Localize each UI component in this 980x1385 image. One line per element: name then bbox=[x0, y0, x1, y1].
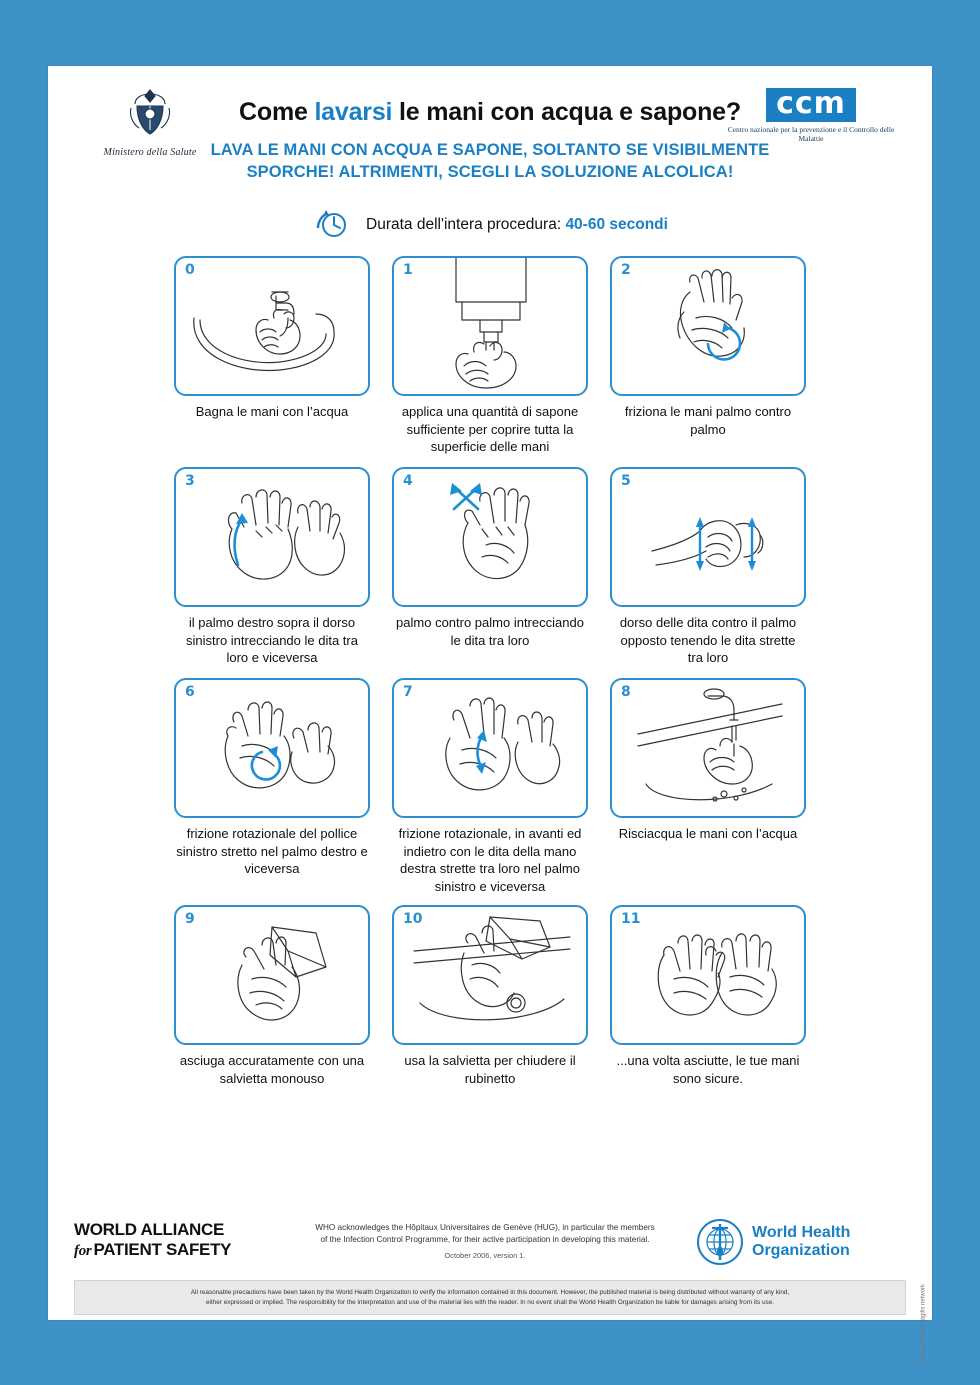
step-caption-11: ...una volta asciutte, le tue mani sono sicure. bbox=[616, 1053, 800, 1086]
step-caption-9: asciuga accuratamente con una salvietta monouso bbox=[179, 1053, 365, 1086]
step-illustration-4 bbox=[392, 467, 588, 607]
alliance-for: for bbox=[74, 1243, 92, 1259]
who-text bbox=[752, 1224, 850, 1259]
step-illustration-10 bbox=[392, 905, 588, 1045]
step-card-9 bbox=[174, 905, 370, 1096]
step-illustration-11 bbox=[610, 905, 806, 1045]
close-tap-with-towel-icon bbox=[394, 907, 588, 1045]
step-card-3 bbox=[174, 467, 370, 672]
disclaimer-line-2: either expressed or implied. The responsibility for the interpretation and use of the material lies with the reader. In no event shall the World Health Organization be liable for damages arising from its use. bbox=[205, 1298, 775, 1306]
step-caption-8: Risciacqua le mani con l’acqua bbox=[618, 826, 798, 841]
clock-icon bbox=[312, 208, 356, 242]
ack-line-1: WHO acknowledges the Hôpitaux Universitaires de Genève (HUG), in particular the members bbox=[315, 1223, 655, 1232]
step-card-1 bbox=[392, 256, 588, 461]
clean-hands-icon bbox=[612, 907, 806, 1045]
rinse-hands-icon bbox=[612, 680, 806, 818]
backs-of-fingers-icon bbox=[612, 469, 806, 607]
steps-row-1 bbox=[70, 256, 910, 461]
duration-value: 40-60 secondi bbox=[565, 216, 668, 233]
ccm-subtitle: Centro nazionale per la prevenzione e il Controllo delle Malattie bbox=[727, 125, 895, 144]
poster-header bbox=[48, 66, 932, 194]
step-illustration-5 bbox=[610, 467, 806, 607]
step-number-11: 11 bbox=[621, 911, 641, 927]
step-caption-5: dorso delle dita contro il palmo opposto tenendo le dita strette tra loro bbox=[619, 615, 797, 666]
step-caption-0: Bagna le mani con l’acqua bbox=[195, 404, 349, 419]
subtitle-line-1: LAVA LE MANI CON ACQUA E SAPONE, SOLTANTO SE VISIBILMENTE bbox=[210, 141, 770, 159]
step-number-1: 1 bbox=[403, 262, 413, 278]
ack-date: October 2006, version 1. bbox=[444, 1250, 526, 1260]
soap-dispenser-icon bbox=[394, 258, 588, 396]
step-illustration-8 bbox=[610, 678, 806, 818]
world-alliance-logo bbox=[74, 1208, 274, 1260]
step-caption-2: friziona le mani palmo contro palmo bbox=[624, 404, 792, 437]
step-illustration-1 bbox=[392, 256, 588, 396]
step-illustration-6 bbox=[174, 678, 370, 818]
title-part-2: le mani con acqua e sapone? bbox=[392, 98, 741, 126]
step-illustration-7 bbox=[392, 678, 588, 818]
who-logo bbox=[696, 1208, 906, 1266]
alliance-line-2-row bbox=[74, 1240, 274, 1260]
step-caption-7: frizione rotazionale, in avanti ed indietro con le dita della mano destra strette tra loro nel palmo sinistro e viceversa bbox=[398, 826, 582, 894]
step-number-4: 4 bbox=[403, 473, 413, 489]
step-card-4 bbox=[392, 467, 588, 672]
hands-under-tap-icon bbox=[176, 258, 370, 396]
step-card-0 bbox=[174, 256, 370, 461]
footer-top bbox=[74, 1208, 906, 1278]
subtitle-line-2: SPORCHE! ALTRIMENTI, SCEGLI LA SOLUZIONE ALCOLICA! bbox=[246, 163, 734, 182]
ccm-logo bbox=[726, 88, 896, 144]
who-emblem-icon bbox=[696, 1218, 744, 1266]
step-number-6: 6 bbox=[185, 684, 195, 700]
who-line-2: Organization bbox=[752, 1242, 850, 1259]
step-illustration-9 bbox=[174, 905, 370, 1045]
duration-label: Durata dell'intera procedura: bbox=[366, 216, 566, 233]
ack-line-2: of the Infection Control Programme, for their active participation in developing this material. bbox=[320, 1234, 650, 1244]
ccm-mark: ccm bbox=[766, 88, 856, 122]
ministry-caption: Ministero della Salute bbox=[103, 147, 197, 158]
duration-row bbox=[48, 208, 932, 242]
duration-text bbox=[366, 216, 668, 234]
step-number-7: 7 bbox=[403, 684, 413, 700]
acknowledgement bbox=[274, 1208, 696, 1262]
interlaced-fingers-backs-icon bbox=[176, 469, 370, 607]
steps-row-4 bbox=[70, 905, 910, 1096]
design-credit: Design: mondofragilis network bbox=[920, 1284, 926, 1365]
step-caption-3: il palmo destro sopra il dorso sinistro intrecciando le dita tra loro e viceversa bbox=[186, 615, 358, 666]
step-card-6 bbox=[174, 678, 370, 899]
alliance-line-1: WORLD ALLIANCE bbox=[74, 1220, 225, 1239]
step-card-2 bbox=[610, 256, 806, 461]
steps-row-2 bbox=[70, 467, 910, 672]
fingertips-rotation-icon bbox=[394, 680, 588, 818]
step-number-3: 3 bbox=[185, 473, 195, 489]
step-illustration-2 bbox=[610, 256, 806, 396]
ministry-of-health-logo bbox=[90, 86, 210, 158]
thumb-rotation-icon bbox=[176, 680, 370, 818]
step-number-8: 8 bbox=[621, 684, 631, 700]
step-caption-1: applica una quantità di sapone sufficiente per coprire tutta la superficie delle mani bbox=[401, 404, 579, 455]
title-part-1: Come bbox=[239, 98, 315, 126]
steps-grid bbox=[70, 256, 910, 1096]
title-highlight: lavarsi bbox=[314, 98, 393, 126]
who-line-1: World Health bbox=[752, 1224, 851, 1242]
interlaced-fingers-palms-icon bbox=[394, 469, 588, 607]
steps-row-3 bbox=[70, 678, 910, 899]
step-number-10: 10 bbox=[403, 911, 423, 927]
step-caption-4: palmo contro palmo intrecciando le dita tra loro bbox=[396, 615, 584, 648]
palm-to-palm-icon bbox=[612, 258, 806, 396]
step-card-7 bbox=[392, 678, 588, 899]
ministry-emblem-icon bbox=[127, 86, 173, 138]
step-illustration-3 bbox=[174, 467, 370, 607]
step-card-8 bbox=[610, 678, 806, 899]
poster-footer bbox=[48, 1202, 932, 1365]
disclaimer-line-1: All reasonable precautions have been taken by the World Health Organization to verify the information contained in this document. However, the published material is being distributed without warranty of any kind, bbox=[190, 1289, 790, 1296]
alliance-line-2: PATIENT SAFETY bbox=[93, 1240, 232, 1259]
step-illustration-0 bbox=[174, 256, 370, 396]
disclaimer bbox=[74, 1280, 906, 1315]
step-card-10 bbox=[392, 905, 588, 1096]
poster bbox=[48, 66, 932, 1365]
step-card-11 bbox=[610, 905, 806, 1096]
step-number-0: 0 bbox=[185, 262, 195, 278]
step-number-2: 2 bbox=[621, 262, 631, 278]
step-caption-6: frizione rotazionale del pollice sinistro stretto nel palmo destro e viceversa bbox=[176, 826, 368, 877]
step-number-9: 9 bbox=[185, 911, 195, 927]
step-number-5: 5 bbox=[621, 473, 631, 489]
step-caption-10: usa la salvietta per chiudere il rubinetto bbox=[404, 1053, 576, 1086]
dry-with-towel-icon bbox=[176, 907, 370, 1045]
step-card-5 bbox=[610, 467, 806, 672]
